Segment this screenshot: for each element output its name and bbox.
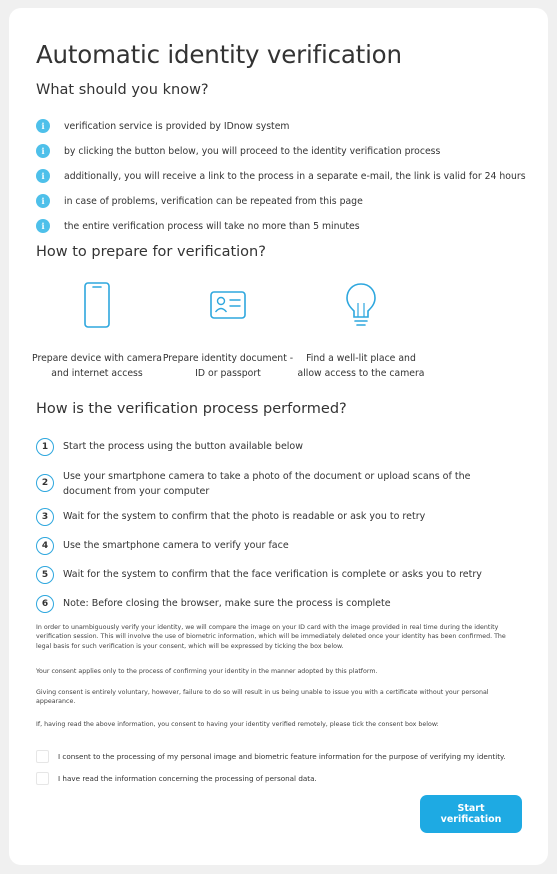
info-icon: i: [36, 169, 50, 183]
consent-personal-data[interactable]: [36, 772, 317, 785]
step-text: Start the process using the button available below: [63, 441, 304, 452]
prepare-item-line1: Prepare identity document -: [162, 353, 294, 364]
info-item: [36, 143, 440, 159]
process-step: [36, 566, 518, 584]
process-step: [36, 438, 503, 456]
step-text: Use your smartphone camera to take a photo of the document or upload scans of the document from your computer: [63, 471, 471, 497]
verification-card: [9, 8, 548, 865]
info-item: [36, 168, 526, 184]
legal-paragraph-biometric: In order to unambiguously verify your identity, we will compare the image on your ID card with the image provided in real time during the identity verification session. This will involve the use of biometric information, which will be immediately deleted once your identity has been confirmed. The legal basis for such verification is your consent, which will be expressed by ticking the box below.: [36, 624, 506, 650]
prepare-item-document: [160, 281, 296, 381]
page-title: Automatic identity verification: [36, 40, 402, 69]
info-item-text: verification service is provided by IDnow system: [64, 120, 290, 132]
step-number: 1: [36, 438, 54, 456]
info-icon: i: [36, 219, 50, 233]
prepare-item-line2: and internet access: [51, 368, 143, 379]
step-text: Use the smartphone camera to verify your face: [63, 540, 289, 551]
prepare-item-line2: allow access to the camera: [297, 368, 425, 379]
id-card-icon: [209, 281, 247, 329]
step-number: 5: [36, 566, 54, 584]
section-what-to-know-title: What should you know?: [36, 82, 209, 98]
info-item-text: additionally, you will receive a link to the process in a separate e-mail, the link is valid for 24 hours: [64, 170, 526, 182]
consent-personal-data-checkbox[interactable]: [36, 772, 49, 785]
smartphone-icon: [82, 281, 112, 329]
process-step: [36, 595, 503, 613]
process-step: [36, 537, 503, 555]
prepare-item-device: [29, 281, 165, 381]
start-verification-button[interactable]: Start verification: [420, 795, 522, 833]
lightbulb-icon: [344, 281, 378, 329]
consent-biometric-checkbox[interactable]: [36, 750, 49, 763]
legal-paragraph-instructions: If, having read the above information, you consent to having your identity verified remotely, please tick the consent box below:: [36, 721, 439, 728]
step-text: Wait for the system to confirm that the face verification is complete or asks you to retry: [63, 569, 482, 580]
legal-paragraph-scope: Your consent applies only to the process of confirming your identity in the manner adopted by this platform.: [36, 668, 378, 675]
step-text: Note: Before closing the browser, make sure the process is complete: [63, 598, 391, 609]
step-number: 3: [36, 508, 54, 526]
consent-biometric[interactable]: [36, 750, 506, 763]
section-prepare-title: How to prepare for verification?: [36, 244, 266, 260]
section-process-title: How is the verification process performed?: [36, 401, 347, 417]
legal-paragraph-voluntary: Giving consent is entirely voluntary, however, failure to do so will result in us being unable to issue you with a certificate without your personal appearance.: [36, 689, 489, 706]
process-step: [36, 468, 518, 499]
info-icon: i: [36, 119, 50, 133]
consent-personal-data-label[interactable]: I have read the information concerning the processing of personal data.: [58, 774, 317, 783]
consent-biometric-label[interactable]: I consent to the processing of my personal image and biometric feature information for the purpose of verifying my identity.: [58, 752, 506, 761]
process-step: [36, 508, 503, 526]
info-icon: i: [36, 194, 50, 208]
info-item-text: in case of problems, verification can be repeated from this page: [64, 195, 363, 207]
prepare-item-line1: Prepare device with camera: [32, 353, 162, 364]
step-number: 2: [36, 474, 54, 492]
step-text: Wait for the system to confirm that the photo is readable or ask you to retry: [63, 511, 426, 522]
info-item-text: the entire verification process will take no more than 5 minutes: [64, 220, 360, 232]
info-item: [36, 118, 289, 134]
info-item: [36, 193, 363, 209]
info-item: [36, 218, 360, 234]
step-number: 4: [36, 537, 54, 555]
prepare-item-line2: ID or passport: [195, 368, 261, 379]
info-item-text: by clicking the button below, you will proceed to the identity verification process: [64, 145, 441, 157]
prepare-item-light: [293, 281, 429, 381]
prepare-item-line1: Find a well-lit place and: [306, 353, 416, 364]
step-number: 6: [36, 595, 54, 613]
info-icon: i: [36, 144, 50, 158]
